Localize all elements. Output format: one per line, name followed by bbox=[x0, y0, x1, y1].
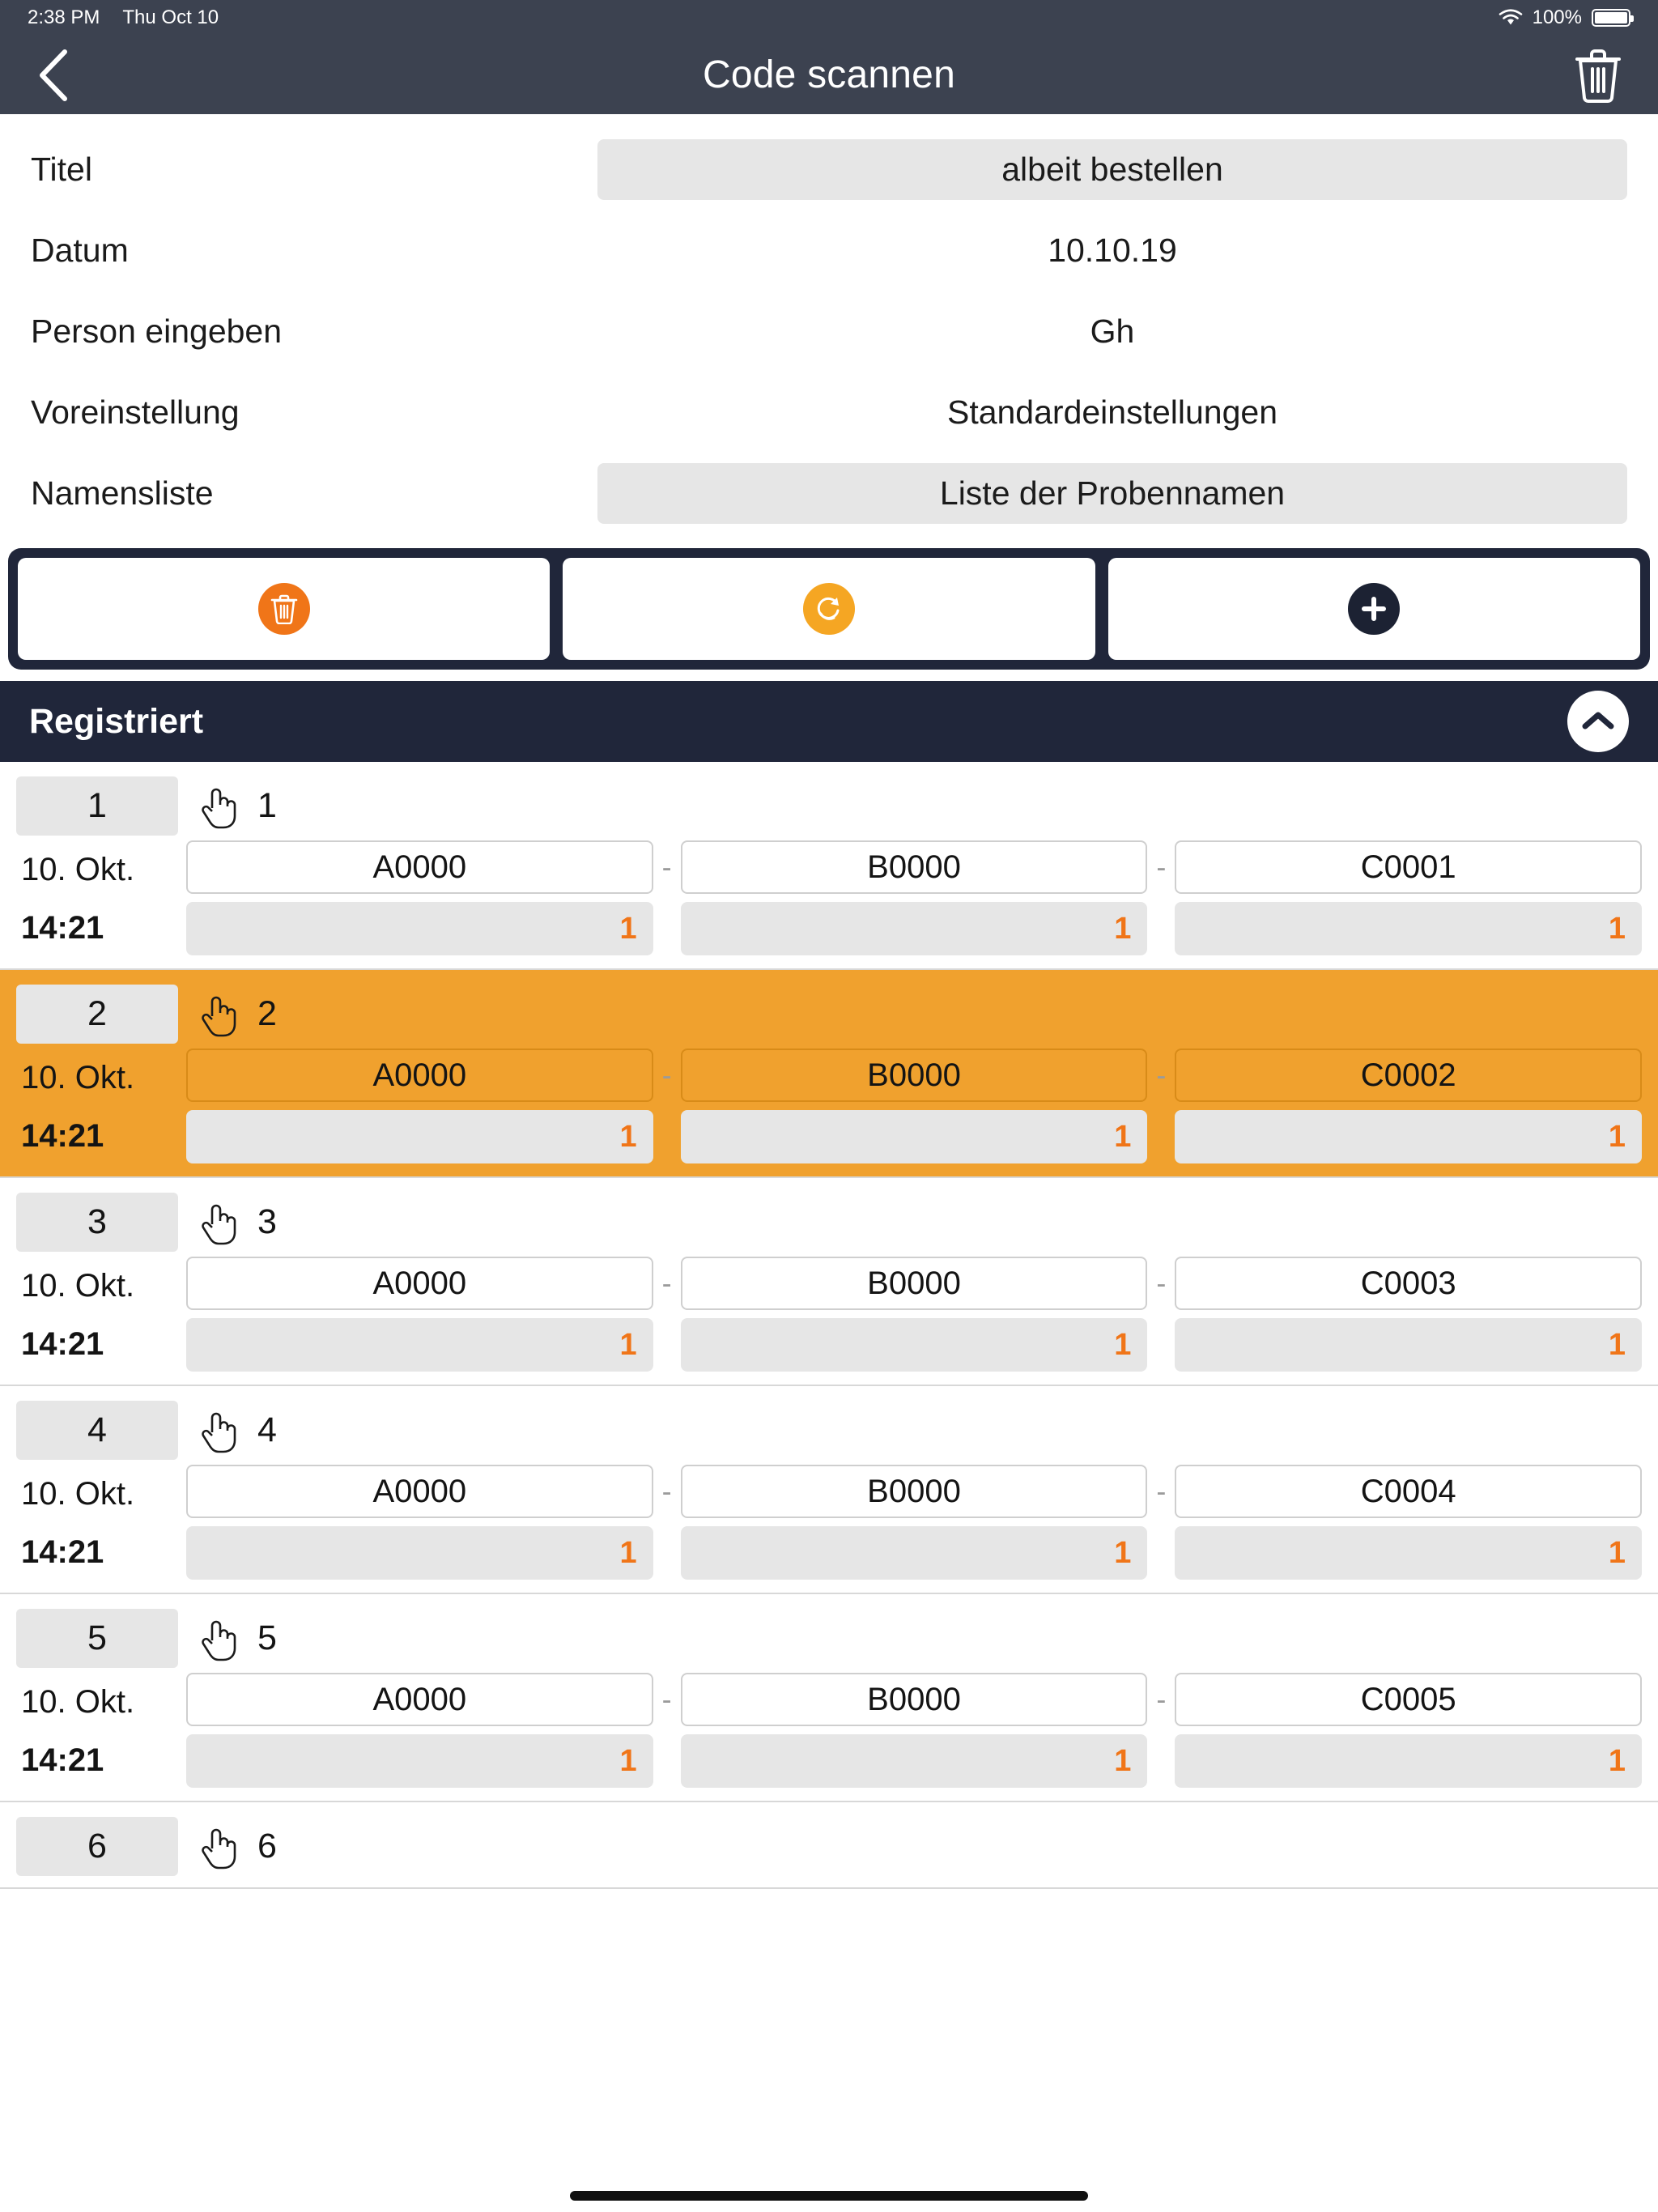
code-field-a[interactable]: A0000 bbox=[186, 1257, 653, 1310]
separator-dash: - bbox=[1156, 1266, 1167, 1300]
code-field-a[interactable]: A0000 bbox=[186, 1049, 653, 1102]
row-index[interactable]: 1 bbox=[16, 776, 178, 836]
code-field-c[interactable]: C0004 bbox=[1175, 1465, 1642, 1518]
hand-pointer-icon bbox=[196, 1824, 240, 1870]
field-namensliste[interactable]: Liste der Probennamen bbox=[597, 463, 1627, 524]
field-person[interactable]: Gh bbox=[1090, 312, 1135, 350]
code-field-b[interactable]: B0000 bbox=[681, 1673, 1148, 1726]
separator-dash: - bbox=[661, 850, 672, 883]
chevron-up-icon[interactable] bbox=[1567, 691, 1629, 752]
back-button[interactable] bbox=[36, 47, 73, 104]
table-row[interactable] bbox=[0, 970, 1658, 1178]
row-code-row bbox=[186, 1049, 1642, 1102]
row-body bbox=[0, 1460, 1658, 1581]
section-title: Registriert bbox=[29, 701, 204, 741]
count-field-a[interactable]: 1 bbox=[186, 902, 653, 955]
row-count-row bbox=[186, 1734, 1642, 1788]
count-field-c[interactable]: 1 bbox=[1175, 1110, 1642, 1163]
status-date: Thu Oct 10 bbox=[122, 6, 219, 28]
hand-pointer-icon bbox=[196, 1408, 240, 1453]
separator-dash: - bbox=[1156, 850, 1167, 883]
label-titel: Titel bbox=[31, 150, 92, 188]
battery-percent: 100% bbox=[1532, 6, 1582, 28]
code-field-a[interactable]: A0000 bbox=[186, 1673, 653, 1726]
label-datum: Datum bbox=[31, 231, 129, 269]
trash-icon[interactable] bbox=[1574, 48, 1622, 103]
row-hand-number: 5 bbox=[257, 1619, 277, 1657]
row-datetime bbox=[16, 1257, 186, 1373]
label-namensliste: Namensliste bbox=[31, 474, 214, 512]
label-person: Person eingeben bbox=[31, 312, 283, 350]
row-fields bbox=[186, 840, 1642, 957]
row-fields bbox=[186, 1049, 1642, 1165]
row-body bbox=[0, 1044, 1658, 1165]
row-fields bbox=[186, 1257, 1642, 1373]
separator-dash: - bbox=[661, 1682, 672, 1716]
row-datetime bbox=[16, 1673, 186, 1789]
row-datetime bbox=[16, 1049, 186, 1165]
table-row[interactable] bbox=[0, 1178, 1658, 1386]
row-index[interactable]: 6 bbox=[16, 1817, 178, 1876]
row-count-row bbox=[186, 1318, 1642, 1372]
row-header bbox=[0, 1602, 1658, 1668]
count-field-c[interactable]: 1 bbox=[1175, 1734, 1642, 1788]
count-field-c[interactable]: 1 bbox=[1175, 1526, 1642, 1580]
action-toolbar bbox=[8, 548, 1650, 670]
count-field-a[interactable]: 1 bbox=[186, 1110, 653, 1163]
separator-dash: - bbox=[661, 1474, 672, 1508]
form-row-titel bbox=[0, 129, 1658, 210]
count-field-b[interactable]: 1 bbox=[681, 902, 1148, 955]
row-time: 14:21 bbox=[21, 1118, 104, 1154]
code-field-a[interactable]: A0000 bbox=[186, 840, 653, 894]
row-count-row bbox=[186, 1526, 1642, 1580]
form-row-datum bbox=[0, 210, 1658, 291]
status-bar-left bbox=[28, 6, 219, 29]
row-code-row bbox=[186, 1465, 1642, 1518]
form-row-person bbox=[0, 291, 1658, 372]
separator-dash: - bbox=[1156, 1682, 1167, 1716]
field-titel[interactable]: albeit bestellen bbox=[597, 139, 1627, 200]
code-field-b[interactable]: B0000 bbox=[681, 1257, 1148, 1310]
row-body bbox=[0, 1252, 1658, 1373]
section-header-registriert[interactable] bbox=[0, 681, 1658, 762]
row-fields bbox=[186, 1465, 1642, 1581]
row-count-row bbox=[186, 902, 1642, 955]
battery-icon bbox=[1592, 9, 1630, 27]
count-field-a[interactable]: 1 bbox=[186, 1318, 653, 1372]
separator-dash: - bbox=[1156, 1058, 1167, 1091]
hand-pointer-icon bbox=[196, 1616, 240, 1661]
count-field-b[interactable]: 1 bbox=[681, 1526, 1148, 1580]
add-button[interactable] bbox=[1108, 558, 1640, 660]
row-date: 10. Okt. bbox=[21, 1684, 135, 1720]
plus-icon bbox=[1348, 583, 1400, 635]
row-code-row bbox=[186, 840, 1642, 894]
field-voreinstellung[interactable]: Standardeinstellungen bbox=[946, 393, 1278, 431]
table-row[interactable] bbox=[0, 1594, 1658, 1802]
row-body bbox=[0, 836, 1658, 957]
page-title: Code scannen bbox=[703, 53, 955, 96]
row-code-row bbox=[186, 1257, 1642, 1310]
code-field-c[interactable]: C0003 bbox=[1175, 1257, 1642, 1310]
row-index[interactable]: 2 bbox=[16, 985, 178, 1044]
row-header bbox=[0, 1810, 1658, 1876]
row-hand-number: 6 bbox=[257, 1827, 277, 1865]
row-header bbox=[0, 770, 1658, 836]
row-hand-number: 4 bbox=[257, 1410, 277, 1449]
label-voreinstellung: Voreinstellung bbox=[31, 393, 240, 431]
separator-dash: - bbox=[661, 1266, 672, 1300]
row-index[interactable]: 5 bbox=[16, 1609, 178, 1668]
row-header bbox=[0, 978, 1658, 1044]
row-time: 14:21 bbox=[21, 910, 104, 946]
count-field-a[interactable]: 1 bbox=[186, 1734, 653, 1788]
wifi-icon bbox=[1499, 9, 1523, 27]
row-date: 10. Okt. bbox=[21, 852, 135, 887]
count-field-a[interactable]: 1 bbox=[186, 1526, 653, 1580]
row-header bbox=[0, 1394, 1658, 1460]
code-field-b[interactable]: B0000 bbox=[681, 840, 1148, 894]
status-bar-right bbox=[1499, 6, 1630, 29]
row-time: 14:21 bbox=[21, 1326, 104, 1362]
row-index[interactable]: 4 bbox=[16, 1401, 178, 1460]
count-field-b[interactable]: 1 bbox=[681, 1734, 1148, 1788]
separator-dash: - bbox=[1156, 1474, 1167, 1508]
row-count-row bbox=[186, 1110, 1642, 1163]
hand-pointer-icon bbox=[196, 992, 240, 1037]
code-field-c[interactable]: C0002 bbox=[1175, 1049, 1642, 1102]
home-indicator bbox=[570, 2191, 1088, 2201]
row-body bbox=[0, 1668, 1658, 1789]
count-field-b[interactable]: 1 bbox=[681, 1318, 1148, 1372]
delete-all-button[interactable] bbox=[18, 558, 550, 660]
count-field-b[interactable]: 1 bbox=[681, 1110, 1148, 1163]
table-row[interactable] bbox=[0, 1802, 1658, 1889]
hand-pointer-icon bbox=[196, 1200, 240, 1245]
status-bar bbox=[0, 0, 1658, 36]
code-field-c[interactable]: C0001 bbox=[1175, 840, 1642, 894]
row-date: 10. Okt. bbox=[21, 1476, 135, 1512]
row-time: 14:21 bbox=[21, 1534, 104, 1570]
row-time: 14:21 bbox=[21, 1742, 104, 1778]
status-time: 2:38 PM bbox=[28, 6, 100, 28]
form-row-voreinstellung bbox=[0, 372, 1658, 453]
refresh-icon bbox=[803, 583, 855, 635]
separator-dash: - bbox=[661, 1058, 672, 1091]
row-datetime bbox=[16, 840, 186, 957]
row-datetime bbox=[16, 1465, 186, 1581]
code-field-a[interactable]: A0000 bbox=[186, 1465, 653, 1518]
refresh-button[interactable] bbox=[563, 558, 1095, 660]
code-field-c[interactable]: C0005 bbox=[1175, 1673, 1642, 1726]
count-field-c[interactable]: 1 bbox=[1175, 1318, 1642, 1372]
count-field-c[interactable]: 1 bbox=[1175, 902, 1642, 955]
registered-list bbox=[0, 762, 1658, 1889]
row-index[interactable]: 3 bbox=[16, 1193, 178, 1252]
row-hand-number: 1 bbox=[257, 786, 277, 825]
field-datum[interactable]: 10.10.19 bbox=[1048, 231, 1177, 269]
hand-pointer-icon bbox=[196, 784, 240, 829]
code-field-b[interactable]: B0000 bbox=[681, 1049, 1148, 1102]
row-code-row bbox=[186, 1673, 1642, 1726]
table-row[interactable] bbox=[0, 762, 1658, 970]
row-date: 10. Okt. bbox=[21, 1060, 135, 1095]
row-hand-number: 3 bbox=[257, 1202, 277, 1241]
trash-icon bbox=[258, 583, 310, 635]
row-hand-number: 2 bbox=[257, 994, 277, 1033]
table-row[interactable] bbox=[0, 1386, 1658, 1594]
form-row-namensliste bbox=[0, 453, 1658, 534]
row-fields bbox=[186, 1673, 1642, 1789]
nav-bar bbox=[0, 36, 1658, 114]
detail-form bbox=[0, 114, 1658, 538]
row-header bbox=[0, 1186, 1658, 1252]
row-date: 10. Okt. bbox=[21, 1268, 135, 1304]
code-field-b[interactable]: B0000 bbox=[681, 1465, 1148, 1518]
